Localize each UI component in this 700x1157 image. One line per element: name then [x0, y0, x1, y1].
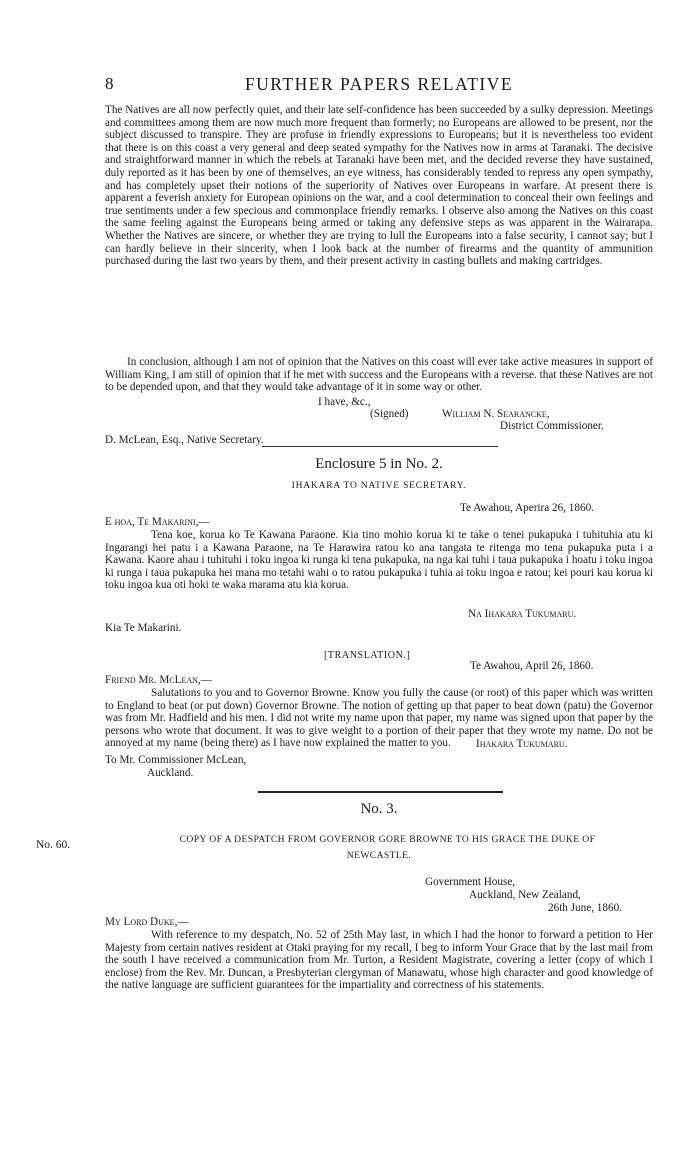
- translation-signature: Ihakara Tukumaru.: [476, 738, 568, 750]
- enclosure-salutation: E hoa, Te Makarini,—: [105, 516, 210, 528]
- translation-salutation: Friend Mr. McLean,—: [105, 674, 212, 686]
- translation-dateline: Te Awahou, April 26, 1860.: [470, 660, 594, 672]
- translation-addressee-2: Auckland.: [147, 767, 194, 779]
- translation-label: [TRANSLATION.]: [324, 650, 411, 661]
- address-line-2: Auckland, New Zealand,: [469, 889, 581, 901]
- despatch-salutation: My Lord Duke,—: [105, 916, 189, 928]
- running-title: FURTHER PAPERS RELATIVE: [244, 74, 514, 94]
- signed-label: (Signed): [370, 408, 409, 420]
- section-divider-bold: [258, 791, 503, 793]
- margin-note: No. 60.: [36, 839, 71, 851]
- page-number: 8: [105, 74, 114, 93]
- letter-paragraph-2: In conclusion, although I am not of opinion that the Natives on this coast will ever take active measures in support of William King, I am still of opinion that if he met with success and the Europeans with a reverse. that these Natives are not to be depended upon, and that they would take advantage of it in some way or other.: [105, 356, 653, 394]
- letter-paragraph-1: The Natives are all now perfectly quiet, and their late self-confidence has been succeeded by a sulky depression. Meetings and committees among them are now much more frequent than formerly; no Europeans are allowed to be present, nor the subject discussed to transpire. They are profuse in friendly expressions to Europeans; but it is nevertheless too evident that there is on this coast a very general and deep seated sympathy for the Natives now in arms at Taranaki. The decisive and straightforward manner in which the rebels at Taranaki have been met, and the decided reverse they have sustained, duly reported as it has been by one of themselves, an eye witness, has considerably tended to repress any open sympathy, and has completely upset their notions of the superiority of Natives over Europeans in warfare. At present there is apparent a feverish anxiety for European opinions on the war, and a cool determination to conceal their own feelings and true sentiments under a few specious and commonplace friendly remarks. I observe also among the Natives on this coast the same feeling against the Europeans being armed or taking any defensive steps as was apparent in the Wairarapa. Whether the Natives are sincere, or whether they are trying to lull the Europeans into a false security, I cannot say; but I can hardly believe in their sincerity, when I look back at the number of firearms and the quantity of ammunition purchased during the last two years by them, and their present activity in casting bullets and making cartridges.: [105, 104, 653, 268]
- page-header: [105, 74, 653, 98]
- enclosure-signature: Na Ihakara Tukumaru.: [468, 608, 577, 620]
- no3-heading: No. 3.: [360, 801, 398, 817]
- letter-addressee: D. McLean, Esq., Native Secretary.: [105, 434, 264, 446]
- address-line-3: 26th June, 1860.: [548, 902, 622, 914]
- enclosure-body: Tena koe, korua ko Te Kawana Paraone. Kia tino mohio korua ki te take o tenei pukapuka i tuhituhia atu ki Ingarangi hei patu i a Kawana Paraone, na Te Harawira ratou ko ana tangata te ritenga mo tena pukapuka puta i a Kawana. Kaore ahau i tuhituhi i toku ingoa ki runga ki tena pukapuka, na nga kai tuhi i taua pukapuka i hoatu i toku ingoa ki runga i taua pukapuka hei mana mo tetahi wahi o to ratou pukapuka i tuhia ai toku ingoa e ratou; kei pouri kau korua ki toku ingoa kua oti hoki te waka marama atu kia korua.: [105, 529, 653, 592]
- despatch-body: With reference to my despatch, No. 52 of 25th May last, in which I had the honor to forward a petition to Her Majesty from certain natives resident at Otaki praying for my recall, I beg to inform Your Grace that by the last mail from the south I have received a communication from Mr. Turton, a Resident Magistrate, covering a letter (copy of which I enclose) from the Rev. Mr. Duncan, a Presbyterian clergyman of Manawatu, whose high character and good knowledge of the native language are sufficient guarantees for the impartiality and correctness of his statements.: [105, 929, 653, 992]
- enclosure-subheading: IHAKARA TO NATIVE SECRETARY.: [291, 481, 467, 491]
- signatory-name: William N. Searancke,: [442, 408, 550, 420]
- enclosure-dateline: Te Awahou, Aperira 26, 1860.: [460, 502, 594, 514]
- despatch-title-line-1: COPY OF A DESPATCH FROM GOVERNOR GORE BROWNE TO HIS GRACE THE DUKE OF: [179, 834, 596, 845]
- letter-closing: I have, &c.,: [318, 396, 371, 408]
- translation-addressee-1: To Mr. Commissioner McLean,: [105, 754, 247, 766]
- enclosure-addressee: Kia Te Makarini.: [105, 622, 182, 634]
- address-line-1: Government House,: [425, 876, 516, 888]
- signatory-title: District Commissioner.: [500, 420, 604, 432]
- enclosure-heading: Enclosure 5 in No. 2.: [315, 456, 443, 472]
- section-divider: [262, 446, 498, 447]
- translation-body: Salutations to you and to Governor Browne. Know you fully the cause (or root) of this paper which was written to England to beat (or put down) Governor Browne. The notion of getting up that paper to beat down (patu) the Governor was from Mr. Hadfield and his men. I did not write my name upon that paper, my name was signed upon that paper by the persons who wrote that document. It was to give weight to a portion of their paper that they wrote my name. Do not be annoyed at my name (being there) as I have now explained the matter to you.: [105, 687, 653, 750]
- despatch-title-line-2: NEWCASTLE.: [346, 850, 412, 861]
